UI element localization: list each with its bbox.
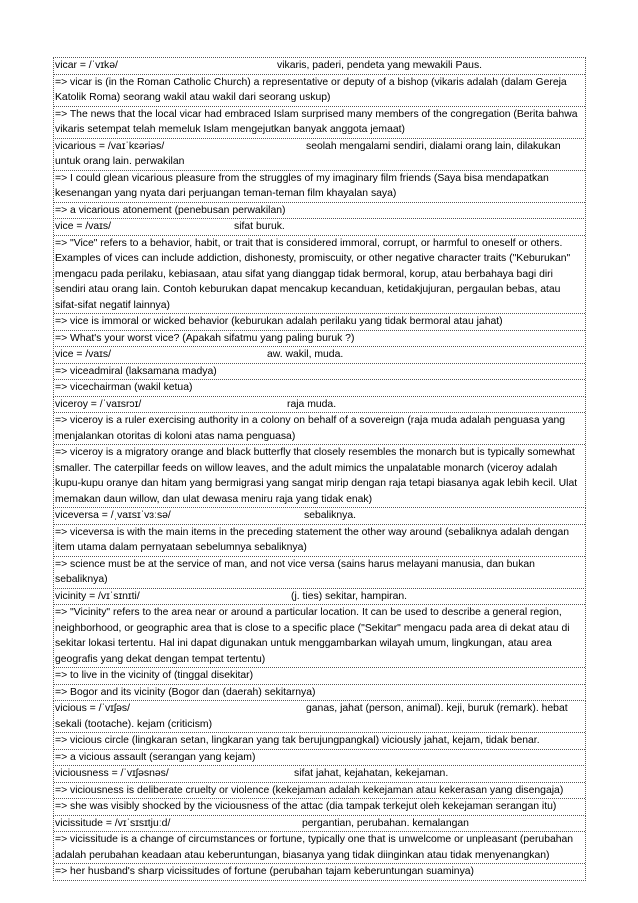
- dictionary-entry: [53, 218, 586, 347]
- dictionary-entry: [53, 396, 586, 509]
- entry-meaning: (j. ties) sekitar, hampiran.: [291, 590, 408, 602]
- dictionary-page: [53, 58, 586, 881]
- entry-example-line: => vicechairman (wakil ketua): [54, 379, 585, 396]
- entry-example-line: => viceversa is with the main items in the preceding statement the other way around (sebaliknya adalah dengan item utama dalam pernyataan sebelumnya sebaliknya): [54, 524, 585, 556]
- entry-example-line: => The news that the local vicar had embraced Islam surprised many members of the congregation (Berita bahwa vikaris setempat telah memeluk Islam mengejutkan banyak anggota jemaat): [54, 106, 585, 138]
- entry-example-line: => viceroy is a migratory orange and black butterfly that closely resembles the monarch but is typically somewhat smaller. The caterpillar feeds on willow leaves, and the adult mimics the unpalatable monarch (viceroy adalah kupu-kupu oranye dan hitam yang bermigrasi yang sangat mirip dengan raja tetapi biasanya agak lebih kecil. Ulat memakan daun willow, dan ulat dewasa meniru raja yang tidak enak): [54, 444, 585, 507]
- entry-headword: vicissitude = /vɪˈsɪsɪtjuːd/: [55, 817, 171, 829]
- entry-headword: viciousness = /ˈvɪʃəsnəs/: [55, 768, 169, 779]
- entry-headword: vicarious = /vaɪˈkɛəriəs/: [55, 140, 165, 152]
- entry-meaning-continued: sekali (tootache). kejam (criticism): [55, 718, 213, 730]
- entry-example-line: => Bogor and its vicinity (Bogor dan (daerah) sekitarnya): [54, 684, 585, 701]
- dictionary-entry: [53, 700, 586, 766]
- dictionary-entry: [53, 588, 586, 702]
- entry-meaning-continued: untuk orang lain. perwakilan: [55, 156, 185, 167]
- entry-headword-line: [54, 139, 585, 155]
- entry-example-line: => to live in the vicinity of (tinggal disekitar): [54, 667, 585, 684]
- entry-headword-line: [54, 766, 585, 782]
- entry-meaning: ganas, jahat (person, animal). keji, buruk (remark). hebat: [306, 703, 568, 714]
- entry-meaning: sifat buruk.: [234, 221, 285, 232]
- entry-example-line: => she was visibly shocked by the viciousness of the attac (dia tampak terkejut oleh kekejaman serangan itu): [54, 798, 585, 815]
- entry-example-line: => vice is immoral or wicked behavior (keburukan adalah perilaku yang tidak bermoral atau jahat): [54, 313, 585, 330]
- entry-example-line: => "Vice" refers to a behavior, habit, or trait that is considered immoral, corrupt, or harmful to oneself or others. Examples of vices can include addiction, dishonesty, promiscuity, or other negative character traits ("Keburukan" mengacu pada perilaku, kebiasaan, atau sifat yang dianggap tidak bermoral, korup, atau berbahaya bagi diri sendiri atau orang lain. Contoh keburukan dapat mencakup kecanduan, ketidakjujuran, pergaulan bebas, atau sifat-sifat negatif lainnya): [54, 235, 585, 314]
- entry-headword: vicious = /ˈvɪʃəs/: [55, 703, 131, 714]
- entry-headword-line: [54, 58, 585, 74]
- entry-example-line: => viceadmiral (laksamana madya): [54, 363, 585, 380]
- entry-headword: viceroy = /ˈvaɪsrɔɪ/: [55, 398, 142, 410]
- dictionary-entry: [53, 507, 586, 589]
- entry-example-line: => viciousness is deliberate cruelty or violence (kekejaman adalah kekejaman atau kekerasan yang disengaja): [54, 782, 585, 799]
- entry-example-line: => I could glean vicarious pleasure from the struggles of my imaginary film friends (Saya bisa mendapatkan kesenangan yang nyata dari perjuangan teman-teman film khayalan saya): [54, 170, 585, 202]
- entry-headword-line: [54, 508, 585, 524]
- dictionary-entry: [53, 138, 586, 220]
- entry-example-line: => a vicious assault (serangan yang kejam): [54, 749, 585, 766]
- entry-headword: vice = /vaɪs/: [55, 221, 111, 232]
- entry-example-line: => "Vicinity" refers to the area near or around a particular location. It can be used to describe a general region, neighborhood, or geographic area that is close to a specific place ("Sekitar" mengacu pada area di dekat atau di sekitar lokasi tertentu. Hal ini dapat digunakan untuk menggambarkan wilayah umum, lingkungan, atau area geografis yang dekat dengan tempat tertentu): [54, 604, 585, 667]
- entry-meaning: pergantian, perubahan. kemalangan: [302, 817, 469, 829]
- entry-headword: vicinity = /vɪˈsɪnɪti/: [55, 590, 140, 602]
- entry-example-line: => viceroy is a ruler exercising authority in a colony on behalf of a sovereign (raja muda adalah penguasa yang menjalankan otoritas di koloni atas nama penguasa): [54, 412, 585, 444]
- entry-meaning: vikaris, paderi, pendeta yang mewakili Paus.: [277, 60, 483, 71]
- entry-meaning: sifat jahat, kejahatan, kekejaman.: [294, 768, 449, 779]
- dictionary-entry: [53, 57, 586, 139]
- dictionary-entry: [53, 815, 586, 881]
- entry-headword: viceversa = /ˌvaɪsɪˈvɜːsə/: [55, 510, 171, 521]
- entry-example-line: => her husband's sharp vicissitudes of fortune (perubahan tajam keberuntungan suaminya): [54, 863, 585, 880]
- entry-headword-line: [54, 347, 585, 363]
- dictionary-entry: [53, 346, 586, 397]
- entry-headword-line: [54, 219, 585, 235]
- entry-meaning: aw. wakil, muda.: [267, 349, 344, 360]
- entry-example-line: => vicar is (in the Roman Catholic Church) a representative or deputy of a bishop (vikaris adalah (dalam Gereja Katolik Roma) seorang wakil atau wakil dari seorang uskup): [54, 74, 585, 106]
- entry-headword: vice = /vaɪs/: [55, 349, 111, 360]
- entry-headword-line: [54, 701, 585, 717]
- entry-headword-line: [54, 816, 585, 832]
- entry-meaning: raja muda.: [287, 398, 337, 410]
- dictionary-entry: [53, 765, 586, 816]
- entry-meaning: seolah mengalami sendiri, dialami orang lain, dilakukan: [306, 140, 561, 152]
- entry-headword-line: [54, 397, 585, 413]
- entry-meaning: sebaliknya.: [304, 510, 356, 521]
- entry-example-line: => vicious circle (lingkaran setan, lingkaran yang tak berujungpangkal) viciously jahat, kejam, tidak benar.: [54, 732, 585, 749]
- entry-headword: vicar = /ˈvɪkə/: [55, 60, 118, 71]
- entry-example-line: => science must be at the service of man, and not vice versa (sains harus melayani manusia, dan bukan sebaliknya): [54, 556, 585, 588]
- entry-example-line: => a vicarious atonement (penebusan perwakilan): [54, 202, 585, 219]
- entry-example-line: => What's your worst vice? (Apakah sifatmu yang paling buruk ?): [54, 330, 585, 347]
- entry-headword-line: [54, 589, 585, 605]
- entry-example-line: => vicissitude is a change of circumstances or fortune, typically one that is unwelcome or unpleasant (perubahan adalah perubahan keadaan atau keberuntungan, biasanya yang tidak diinginkan atau tidak menyenangkan): [54, 831, 585, 863]
